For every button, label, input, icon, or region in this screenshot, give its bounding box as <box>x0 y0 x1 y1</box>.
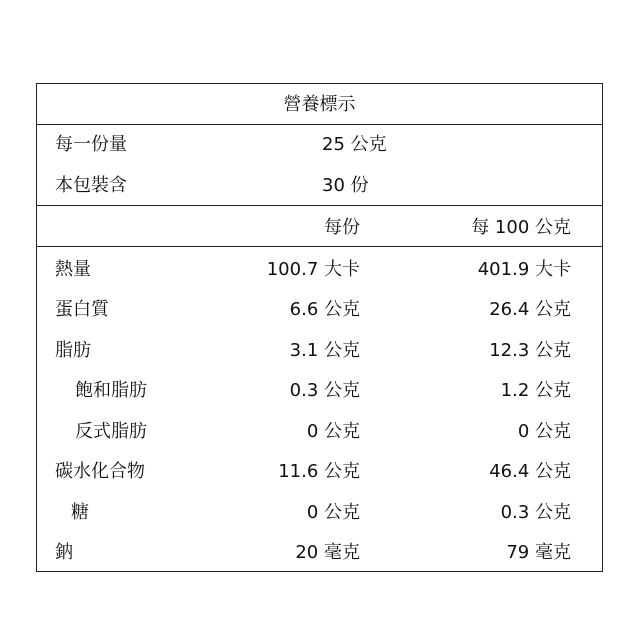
servings-per-package-label: 本包裝含 <box>55 175 127 196</box>
nutrient-per-100g-energy: 401.9 大卡 <box>477 259 571 280</box>
servings-per-package-value: 30 份 <box>322 175 369 196</box>
nutrient-per-serving-sugar: 0 公克 <box>306 502 360 523</box>
nutrient-per-serving-saturated-fat: 0.3 公克 <box>289 380 360 401</box>
nutrient-name-fat: 脂肪 <box>55 340 91 361</box>
nutrient-name-sugar: 糖 <box>71 502 89 523</box>
nutrient-per-serving-protein: 6.6 公克 <box>289 299 360 320</box>
divider-title <box>37 124 602 125</box>
nutrient-per-serving-energy: 100.7 大卡 <box>266 259 360 280</box>
nutrient-name-sodium: 鈉 <box>55 542 73 563</box>
divider-header <box>37 246 602 247</box>
nutrient-per-100g-fat: 12.3 公克 <box>489 340 571 361</box>
serving-size-label: 每一份量 <box>55 134 127 155</box>
column-header-per-100g: 每 100 公克 <box>471 217 571 238</box>
nutrient-name-trans-fat: 反式脂肪 <box>75 421 147 442</box>
nutrient-per-serving-trans-fat: 0 公克 <box>306 421 360 442</box>
nutrient-name-carbohydrate: 碳水化合物 <box>55 461 145 482</box>
nutrient-per-serving-carbohydrate: 11.6 公克 <box>278 461 360 482</box>
column-header-per-serving: 每份 <box>324 217 360 238</box>
nutrient-per-100g-saturated-fat: 1.2 公克 <box>500 380 571 401</box>
nutrition-facts-table <box>36 83 603 572</box>
nutrient-per-serving-fat: 3.1 公克 <box>289 340 360 361</box>
nutrient-per-100g-carbohydrate: 46.4 公克 <box>489 461 571 482</box>
nutrient-per-100g-sodium: 79 毫克 <box>506 542 571 563</box>
serving-size-value: 25 公克 <box>322 134 387 155</box>
nutrient-per-serving-sodium: 20 毫克 <box>295 542 360 563</box>
nutrient-name-energy: 熱量 <box>55 259 91 280</box>
nutrient-per-100g-sugar: 0.3 公克 <box>500 502 571 523</box>
divider-serving <box>37 205 602 206</box>
nutrient-per-100g-protein: 26.4 公克 <box>489 299 571 320</box>
table-title: 營養標示 <box>283 94 356 115</box>
nutrient-name-protein: 蛋白質 <box>55 299 109 320</box>
nutrient-per-100g-trans-fat: 0 公克 <box>517 421 571 442</box>
nutrient-name-saturated-fat: 飽和脂肪 <box>75 380 147 401</box>
